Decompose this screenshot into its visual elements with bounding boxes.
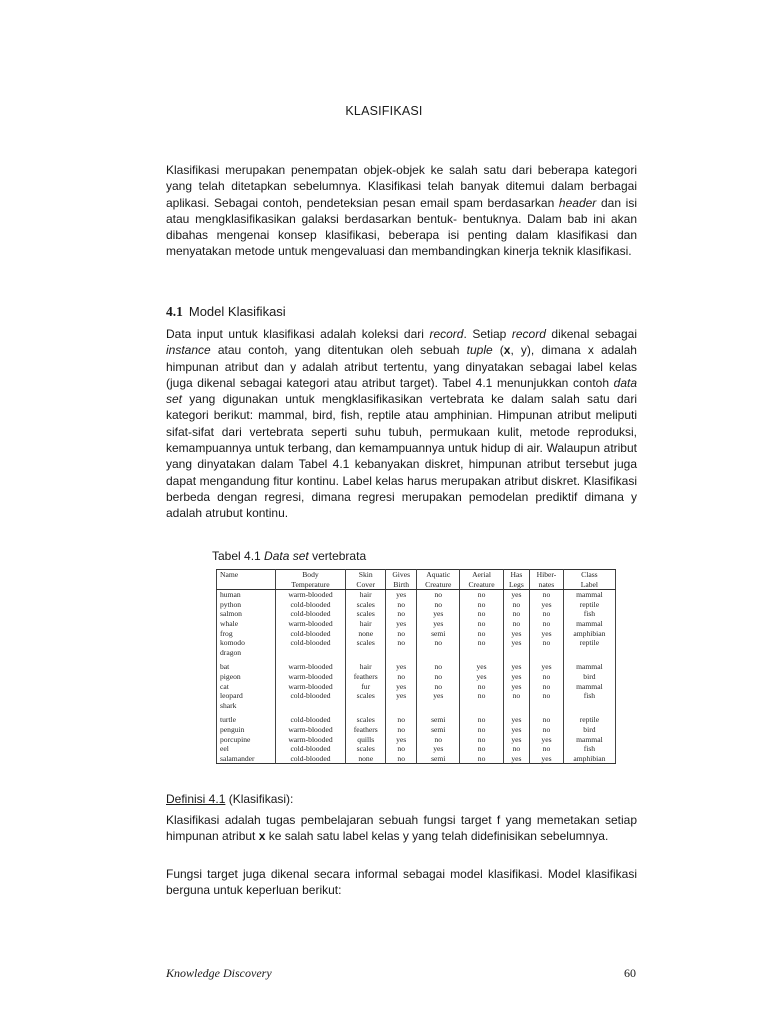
table-cell: feathers <box>346 725 386 735</box>
table-cell: yes <box>530 754 564 764</box>
table-cell: yes <box>503 715 529 725</box>
table-cell: yes <box>503 735 529 745</box>
table-cell: amphibian <box>563 629 615 639</box>
table-cell: hair <box>346 662 386 672</box>
header-line: Body <box>302 570 319 579</box>
table-caption: Tabel 4.1 Data set vertebrata <box>212 549 367 563</box>
animal-name-cell: salmon <box>220 609 242 619</box>
animal-name-cell: frog <box>220 628 233 638</box>
table-cell: no <box>386 744 417 754</box>
table-cell: yes <box>460 672 503 682</box>
table-cell: semi <box>417 725 460 735</box>
table-cell: no <box>417 590 460 600</box>
table-cell: no <box>530 609 564 619</box>
table-cell: yes <box>386 691 417 701</box>
table-cell: reptile <box>563 638 615 648</box>
table-cell: scales <box>346 609 386 619</box>
table-row <box>217 638 616 648</box>
table-cell <box>346 648 386 658</box>
table-cell: warm-blooded <box>275 619 345 629</box>
table-cell: cold-blooded <box>275 600 345 610</box>
table-cell <box>530 648 564 658</box>
table-cell: yes <box>503 590 529 600</box>
animal-name-cell: python <box>220 599 242 609</box>
table-cell: no <box>460 715 503 725</box>
table-cell <box>275 648 345 658</box>
table-cell <box>386 701 417 711</box>
table-cell: scales <box>346 744 386 754</box>
table-cell: mammal <box>563 735 615 745</box>
table-cell: no <box>503 600 529 610</box>
table-cell: no <box>503 619 529 629</box>
animal-name-cell: turtle <box>220 715 237 725</box>
header-line: Name <box>220 570 239 579</box>
table-cell: yes <box>530 629 564 639</box>
header-line: Class <box>581 570 598 579</box>
animal-name-cell: cat <box>220 681 229 691</box>
table-cell: amphibian <box>563 754 615 764</box>
page-number: 60 <box>624 966 636 980</box>
table-row <box>217 629 616 639</box>
section-title: Model Klasifikasi <box>188 304 286 319</box>
table-cell: no <box>460 629 503 639</box>
table-cell: mammal <box>563 662 615 672</box>
table-cell: yes <box>386 662 417 672</box>
table-cell: no <box>460 735 503 745</box>
table-header-cell <box>346 570 386 590</box>
animal-name-cell: leopard <box>220 691 243 701</box>
table-cell: warm-blooded <box>275 682 345 692</box>
animal-name-cell: dragon <box>220 647 242 657</box>
table-cell: fish <box>563 609 615 619</box>
table-cell: mammal <box>563 619 615 629</box>
table-cell: yes <box>417 691 460 701</box>
table-cell: hair <box>346 619 386 629</box>
table-cell: cold-blooded <box>275 754 345 764</box>
table-row <box>217 662 616 672</box>
table-cell <box>460 701 503 711</box>
table-cell: no <box>460 600 503 610</box>
header-line: Birth <box>393 579 409 589</box>
header-line: nates <box>538 579 555 589</box>
table-cell: warm-blooded <box>275 735 345 745</box>
animal-name-cell: porcupine <box>220 734 251 744</box>
table-header-cell <box>275 570 345 590</box>
header-line: Creature <box>468 579 495 589</box>
header-line: Aerial <box>472 570 492 579</box>
table-row <box>217 715 616 725</box>
table-cell: bird <box>563 725 615 735</box>
header-line: Label <box>580 579 599 589</box>
table-cell: no <box>530 715 564 725</box>
table-header-row <box>217 570 616 590</box>
table-row <box>217 744 616 754</box>
table-cell: no <box>386 600 417 610</box>
table-cell: no <box>530 691 564 701</box>
table-cell: feathers <box>346 672 386 682</box>
animal-name-cell: penguin <box>220 724 245 734</box>
table-header-cell <box>563 570 615 590</box>
table-cell: mammal <box>563 682 615 692</box>
table-cell: no <box>460 609 503 619</box>
table-cell: cold-blooded <box>275 609 345 619</box>
header-line: Hiber- <box>536 570 557 579</box>
table-cell: cold-blooded <box>275 715 345 725</box>
table-cell: hair <box>346 590 386 600</box>
header-line: Legs <box>509 579 524 589</box>
table-row <box>217 619 616 629</box>
table-cell: yes <box>417 744 460 754</box>
table-cell: no <box>417 662 460 672</box>
header-line: Gives <box>392 570 411 579</box>
table-cell: yes <box>530 600 564 610</box>
table-cell <box>503 648 529 658</box>
table-row <box>217 590 616 600</box>
animal-name-cell: pigeon <box>220 671 241 681</box>
table-header-cell <box>530 570 564 590</box>
table-cell: cold-blooded <box>275 744 345 754</box>
table-cell: no <box>530 682 564 692</box>
table-row <box>217 600 616 610</box>
table-cell: reptile <box>563 715 615 725</box>
table-cell: no <box>417 600 460 610</box>
table-cell: reptile <box>563 600 615 610</box>
definition-label: Definisi 4.1 (Klasifikasi): <box>166 792 294 806</box>
table-header-cell <box>217 570 276 590</box>
table-cell: no <box>460 725 503 735</box>
table-row <box>217 672 616 682</box>
table-row <box>217 754 616 764</box>
header-line: Aquatic <box>426 570 451 579</box>
header-line: Cover <box>356 579 375 589</box>
table-cell: no <box>530 744 564 754</box>
table-cell: fish <box>563 691 615 701</box>
table-row <box>217 648 616 658</box>
table-cell: no <box>530 619 564 629</box>
table-cell: yes <box>503 725 529 735</box>
table-cell: scales <box>346 600 386 610</box>
header-line <box>220 580 274 590</box>
table-cell: scales <box>346 715 386 725</box>
table-cell: yes <box>503 682 529 692</box>
table-cell: warm-blooded <box>275 662 345 672</box>
animal-name-cell: shark <box>220 700 237 710</box>
table-cell: yes <box>503 629 529 639</box>
table-cell: no <box>386 629 417 639</box>
table-cell <box>503 701 529 711</box>
closing-paragraph: Fungsi target juga dikenal secara informal sebagai model klasifikasi. Model klasifikasi berguna untuk keperluan berikut: <box>166 867 637 898</box>
table-cell <box>563 648 615 658</box>
table-cell: no <box>417 672 460 682</box>
table-cell: mammal <box>563 590 615 600</box>
table-cell: semi <box>417 754 460 764</box>
table-cell: semi <box>417 629 460 639</box>
table-cell: yes <box>460 662 503 672</box>
table-cell: no <box>386 672 417 682</box>
animal-name-cell: komodo <box>220 638 245 648</box>
table-cell: scales <box>346 638 386 648</box>
definition-paragraph: Klasifikasi adalah tugas pembelajaran sebuah fungsi target f yang memetakan setiap himpunan atribut x ke salah satu label kelas y yang telah didefinisikan sebelumnya. <box>166 813 637 844</box>
table-cell <box>275 701 345 711</box>
table-cell: no <box>460 691 503 701</box>
table-cell: warm-blooded <box>275 590 345 600</box>
table-header-cell <box>503 570 529 590</box>
table-row <box>217 691 616 701</box>
table-cell: no <box>460 590 503 600</box>
table-cell: none <box>346 629 386 639</box>
table-cell: no <box>460 682 503 692</box>
table-row <box>217 609 616 619</box>
table-cell: warm-blooded <box>275 725 345 735</box>
table-cell: no <box>417 735 460 745</box>
table-cell: semi <box>417 715 460 725</box>
animal-name-cell: whale <box>220 618 239 628</box>
table-row <box>217 735 616 745</box>
table-cell: scales <box>346 691 386 701</box>
header-line: Creature <box>425 579 452 589</box>
table-cell: no <box>460 744 503 754</box>
footer-book-title: Knowledge Discovery <box>166 966 272 980</box>
table-cell: none <box>346 754 386 764</box>
table-cell: yes <box>386 590 417 600</box>
table-cell: yes <box>503 754 529 764</box>
table-cell: yes <box>417 619 460 629</box>
table-cell: no <box>386 754 417 764</box>
table-cell: no <box>386 725 417 735</box>
table-cell: no <box>417 638 460 648</box>
table-row <box>217 725 616 735</box>
table-cell: no <box>530 672 564 682</box>
table-cell: bird <box>563 672 615 682</box>
table-cell: cold-blooded <box>275 691 345 701</box>
table-cell: no <box>460 754 503 764</box>
table-cell: cold-blooded <box>275 629 345 639</box>
table-cell <box>563 701 615 711</box>
table-cell: yes <box>386 682 417 692</box>
table-cell: yes <box>503 638 529 648</box>
intro-paragraph: Klasifikasi merupakan penempatan objek-objek ke salah satu dari beberapa kategori yang telah ditetapkan sebelumnya. Klasifikasi telah banyak ditemui dalam berbagai aplikasi. Sebagai contoh, pendeteksian pesan email spam berdasarkan header dan isi atau mengklasifikasikan galaksi berdasarkan bentuk- bentuknya. Dalam bab ini akan dibahas mengenai konsep klasifikasi, beberapa isi penting dalam klasifikasi dan menyatakan metode untuk mengevaluasi dan membandingkan kinerja teknik klasifikasi. <box>166 163 637 259</box>
table-row <box>217 701 616 711</box>
animal-name-cell: eel <box>220 744 229 754</box>
header-line: Has <box>510 570 523 579</box>
page-title: KLASIFIKASI <box>345 104 423 118</box>
section-paragraph: Data input untuk klasifikasi adalah koleksi dari record. Setiap record dikenal sebagai instance atau contoh, yang ditentukan oleh sebuah tuple (x, y), dimana x adalah himpunan atribut dan y adalah atribut tertentu, yang dinyatakan sebagai label kelas (juga dikenal sebagai kategori atau atribut target). Tabel 4.1 menunjukkan contoh data set yang digunakan untuk mengklasifikasikan vertebrata ke dalam salah satu dari kategori berikut: mammal, bird, fish, reptile atau amphinian. Himpunan atribut meliputi sifat-sifat dari vertebrata seperti suhu tubuh, permukaan kulit, metode reproduksi, kemampuannya untuk terbang, dan kemampuannya untuk hidup di air. Walaupun atribut yang dinyatakan dalam Tabel 4.1 kebanyakan diskret, himpunan atribut tersebut juga dapat mengandung fitur kontinu. Label kelas harus merupakan atribut diskret. Klasifikasi berbeda dengan regresi, dimana regresi merupakan pemodelan prediktif dimana y adalah atrubut kontinu. <box>166 327 637 521</box>
table-cell: no <box>386 638 417 648</box>
table-header-cell <box>417 570 460 590</box>
table-cell: yes <box>386 735 417 745</box>
table-cell <box>346 701 386 711</box>
table-cell <box>417 701 460 711</box>
table-cell: yes <box>386 619 417 629</box>
table-cell: no <box>460 638 503 648</box>
table-cell: no <box>503 744 529 754</box>
table-cell: yes <box>503 662 529 672</box>
table-header-cell <box>386 570 417 590</box>
table-cell: no <box>503 691 529 701</box>
section-heading <box>166 304 286 320</box>
table-cell <box>417 648 460 658</box>
table-cell: no <box>386 609 417 619</box>
table-cell: warm-blooded <box>275 672 345 682</box>
table-cell <box>530 701 564 711</box>
table-cell: yes <box>417 609 460 619</box>
section-number: 4.1 <box>166 304 183 319</box>
table-cell: yes <box>503 672 529 682</box>
table-cell: yes <box>530 735 564 745</box>
table-cell: cold-blooded <box>275 638 345 648</box>
table-cell: no <box>530 590 564 600</box>
table-cell: fish <box>563 744 615 754</box>
table-cell <box>460 648 503 658</box>
animal-name-cell: human <box>220 590 241 600</box>
table-cell: yes <box>530 662 564 672</box>
table-cell: fur <box>346 682 386 692</box>
table-cell: no <box>386 715 417 725</box>
animal-name-cell: bat <box>220 662 230 672</box>
vertebrate-table <box>216 569 616 764</box>
table-cell: no <box>530 725 564 735</box>
table-header-cell <box>460 570 503 590</box>
table-cell: no <box>503 609 529 619</box>
table-cell: no <box>530 638 564 648</box>
table-cell: quills <box>346 735 386 745</box>
table-cell <box>386 648 417 658</box>
table-cell: no <box>417 682 460 692</box>
header-line: Skin <box>358 570 373 579</box>
animal-name-cell: salamander <box>220 753 255 763</box>
table-row <box>217 682 616 692</box>
table-cell: no <box>460 619 503 629</box>
header-line: Temperature <box>291 579 330 589</box>
